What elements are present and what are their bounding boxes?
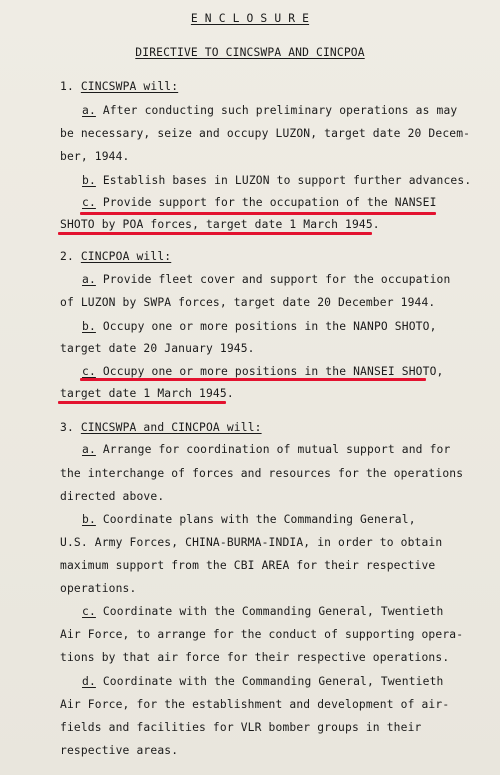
section-1-item-c-line-1: c. Provide support for the occupation of the NANSEI (82, 196, 437, 209)
red-underline (80, 378, 426, 381)
section-2-item-c-line-1: c. Occupy one or more positions in the NANSEI SHOTO, (82, 365, 444, 378)
section-3-item-b-line-2: U.S. Army Forces, CHINA-BURMA-INDIA, in order to obtain (60, 536, 443, 549)
section-3-item-d-line-2: Air Force, for the establishment and development of air- (60, 698, 450, 711)
section-3-item-a-line-3: directed above. (60, 490, 165, 503)
section-3-item-d-line-4: respective areas. (60, 744, 179, 757)
red-underline (80, 212, 436, 215)
section-3-item-b-line-3: maximum support from the CBI AREA for their respective (60, 559, 436, 572)
section-1-item-a-line-2: be necessary, seize and occupy LUZON, target date 20 Decem- (60, 127, 471, 140)
red-underline (58, 232, 372, 235)
section-3-heading: 3. CINCSWPA and CINCPOA will: (60, 421, 262, 434)
section-1-item-b-line-1: b. Establish bases in LUZON to support further advances. (82, 174, 472, 187)
section-2-item-a-line-2: of LUZON by SWPA forces, target date 20 December 1944. (60, 296, 436, 309)
section-2-heading: 2. CINCPOA will: (60, 250, 172, 263)
section-3-item-a-line-1: a. Arrange for coordination of mutual support and for (82, 443, 451, 456)
section-1-item-c-line-2: SHOTO by POA forces, target date 1 March 1945. (60, 218, 380, 231)
red-underline (58, 401, 226, 404)
section-2-item-b-line-1: b. Occupy one or more positions in the NANPO SHOTO, (82, 320, 437, 333)
section-1-item-a-line-3: ber, 1944. (60, 150, 130, 163)
directive-title: DIRECTIVE TO CINCSWPA AND CINCPOA (135, 46, 365, 59)
section-3-item-c-line-3: tions by that air force for their respective operations. (60, 651, 450, 664)
section-3-item-c-line-2: Air Force, to arrange for the conduct of supporting opera- (60, 628, 464, 641)
enclosure-heading: E N C L O S U R E (190, 12, 310, 25)
section-3-item-d-line-1: d. Coordinate with the Commanding General, Twentieth (82, 675, 444, 688)
section-3-item-a-line-2: the interchange of forces and resources for the operations (60, 467, 464, 480)
section-3-item-b-line-1: b. Coordinate plans with the Commanding General, (82, 513, 416, 526)
section-2-item-c-line-2: target date 1 March 1945. (60, 387, 234, 400)
section-3-item-c-line-1: c. Coordinate with the Commanding General, Twentieth (82, 605, 444, 618)
section-3-item-d-line-3: fields and facilities for VLR bomber groups in their (60, 721, 422, 734)
section-3-item-b-line-4: operations. (60, 582, 137, 595)
section-1-item-a-line-1: a. After conducting such preliminary operations as may (82, 104, 458, 117)
section-2-item-b-line-2: target date 20 January 1945. (60, 342, 255, 355)
section-1-heading: 1. CINCSWPA will: (60, 80, 179, 93)
section-2-item-a-line-1: a. Provide fleet cover and support for the occupation (82, 273, 451, 286)
